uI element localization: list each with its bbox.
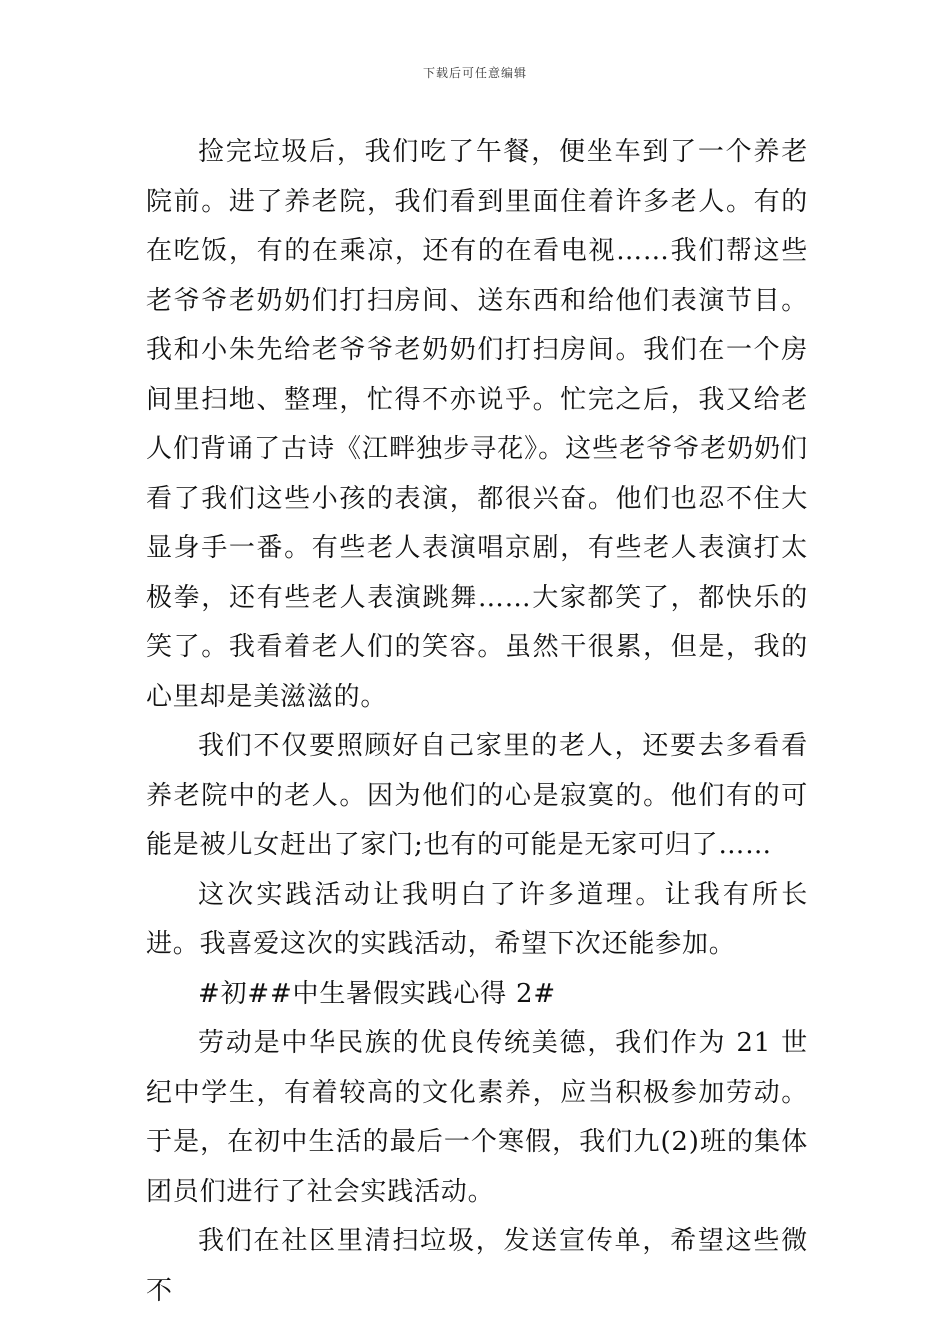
paragraph-nursing-home-visit: 捡完垃圾后，我们吃了午餐，便坐车到了一个养老院前。进了养老院，我们看到里面住着许多老人。有的在吃饭，有的在乘凉，还有的在看电视……我们帮这些老爷爷老奶奶们打扫房间、送东西和给他们表演节目。我和小朱先给老爷爷老奶奶们打扫房间。我们在一个房间里扫地、整理，忙得不亦说乎。忙完之后，我又给老人们背诵了古诗《江畔独步寻花》。这些老爷爷老奶奶们看了我们这些小孩的表演，都很兴奋。他们也忍不住大显身手一番。有些老人表演唱京剧，有些老人表演打太极拳，还有些老人表演跳舞……大家都笑了，都快乐的笑了。我看着老人们的笑容。虽然干很累，但是，我的心里却是美滋滋的。 [146, 137, 808, 712]
paragraph-care-for-elderly: 我们不仅要照顾好自己家里的老人，还要去多看看养老院中的老人。因为他们的心是寂寞的。他们有的可能是被儿女赶出了家门;也有的可能是无家可归了…… [146, 731, 808, 860]
paragraph-community-work: 我们在社区里清扫垃圾，发送宣传单，希望这些微不 [146, 1226, 808, 1306]
section-heading: #初##中生暑假实践心得 2# [198, 978, 556, 1009]
page-header: 下载后可任意编辑 [422, 66, 527, 80]
paragraph-labor-virtue: 劳动是中华民族的优良传统美德，我们作为 21 世纪中学生，有着较高的文化素养，应当积极参加劳动。于是，在初中生活的最后一个寒假，我们九(2)班的集体团员们进行了社会实践活动。 [146, 1028, 808, 1207]
document-body [146, 128, 808, 1316]
paragraph-reflection: 这次实践活动让我明白了许多道理。让我有所长进。我喜爱这次的实践活动，希望下次还能参加。 [146, 879, 808, 959]
